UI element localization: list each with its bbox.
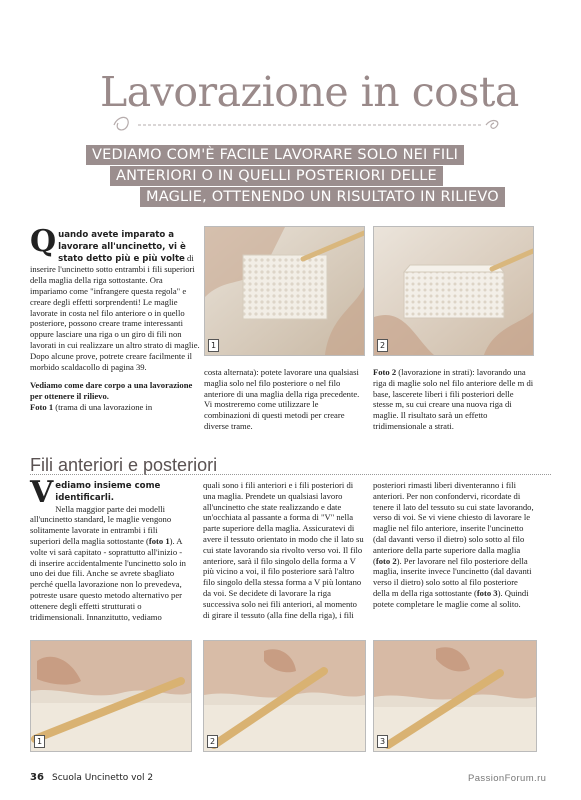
section-col3-a: posteriori rimasti liberi diventeranno i fili anteriori. Per non confondervi, ricordate di tenere il lato del tessuto su cui state lavorando, verso di voi. Se vi viene chiesto di lavorare le maglie nel filo anteriore, inserite l'uncinetto (dal davanti verso il dietro) solo sotto al filo anteriore della parte superiore dalla maglia ( bbox=[373, 480, 534, 566]
section-foto1: foto 1 bbox=[148, 535, 170, 546]
foto2-label: Foto 2 bbox=[373, 367, 397, 377]
section-divider bbox=[30, 474, 551, 475]
section-foto3: foto 3 bbox=[476, 587, 498, 598]
photo-number-badge: 1 bbox=[34, 735, 45, 748]
title-ornament bbox=[108, 113, 503, 135]
section-lead: ediamo insieme come identificarli. bbox=[55, 481, 161, 503]
intro-body: di inserire l'uncinetto sotto entrambi i fili superiori della maglia della riga sottostante. Ora impariamo come "infrangere questa regola" e creare degli effetti sorprendenti! Le maglie lavorate in costa nel filo anteriore o in quello posteriore, possono creare trame interessanti oppure lasciare una riga o un giro di fili non lavorati in cui realizzare un altro strato di maglie. Dopo alcune prove, potrete creare facilmente il morbido scaldacollo di pagina 39. bbox=[30, 252, 200, 372]
section-col3-c: ). Quindi potete completare le maglie come al solito. bbox=[373, 587, 529, 609]
photo-hook-both-loops bbox=[30, 640, 192, 752]
banner-line-3: MAGLIE, OTTENENDO UN RISULTATO IN RILIEVO bbox=[140, 187, 505, 207]
intro-foto1-label: Foto 1 bbox=[30, 401, 54, 412]
photo-number-badge: 3 bbox=[377, 735, 388, 748]
foto2-text: (lavorazione in strati): lavorando una riga di maglie solo nel filo anteriore delle m di base, lascerete liberi i fili posteriori delle stesse m, su cui creare una nuova riga di maglie. Il risultato sarà un effetto tridimensionale a strati. bbox=[373, 367, 534, 431]
watermark: PassionForum.ru bbox=[468, 773, 547, 784]
intro-foto1-text: (trama di una lavorazione in bbox=[53, 401, 153, 412]
banner-line-2: ANTERIORI O IN QUELLI POSTERIORI DELLE bbox=[110, 166, 443, 186]
subtitle-banner bbox=[86, 145, 499, 208]
intro-lead: uando avete imparato a lavorare all'uncinetto, vi è stato detto più e più volte bbox=[58, 230, 186, 264]
section-foto2: foto 2 bbox=[375, 555, 397, 566]
section-heading: Fili anteriori e posteriori bbox=[30, 455, 218, 475]
intro-column bbox=[30, 224, 200, 413]
page-number: 36 bbox=[30, 772, 44, 783]
section-column-3 bbox=[373, 480, 535, 610]
section-column-1 bbox=[30, 475, 190, 622]
intro-subhead: Vediamo come dare corpo a una lavorazione per ottenere il rilievo. bbox=[30, 380, 193, 402]
page-title: Lavorazione in costa bbox=[100, 68, 519, 116]
section-drop-cap: V bbox=[30, 475, 54, 510]
section-column-2: quali sono i fili anteriori e i fili posteriori di una maglia. Prendete un qualsiasi lavoro all'uncinetto che state realizzando e date un'occhiata al passante a forma di "V" nella parte superiore della maglia. Assicuratevi di avere il tessuto orientato in modo che il lato su cui state lavorando sia rivolto verso voi. Il filo anteriore, sarà il filo singolo della forma a V più vicino a voi, il filo posteriore sarà l'altro filo singolo della stessa forma a V più lontano da voi. Se decidete di lavorare la riga successiva solo nei fili anteriori, al momento di girare il tessuto (alla fine della riga), i fili bbox=[203, 480, 364, 620]
magazine-name: Scuola Uncinetto vol 2 bbox=[52, 773, 154, 783]
photo-number-badge: 2 bbox=[207, 735, 218, 748]
top-column-2: costa alternata): potete lavorare una qualsiasi maglia solo nel filo posteriore o nel filo anteriore di una maglia della riga precedente. Vi mostreremo come utilizzare le combinazioni di questi metodi per creare diverse trame. bbox=[204, 367, 360, 431]
photo-number-badge: 1 bbox=[208, 339, 219, 352]
photo-number-badge: 2 bbox=[377, 339, 388, 352]
photo-stitch-texture bbox=[204, 226, 365, 356]
section-col1-a: Nella maggior parte dei modelli all'uncinetto standard, le maglie vengono solitamente lavorate in entrambi i fili superiori della maglia sottostante ( bbox=[30, 503, 172, 546]
photo-hook-back-loop bbox=[373, 640, 537, 752]
section-col3-b: ). Per lavorare nel filo posteriore della maglia, inserite invece l'uncinetto (dal davanti verso il dietro) solo sotto al filo posteriore della m della riga sottostante ( bbox=[373, 555, 532, 598]
drop-cap: Q bbox=[30, 224, 57, 259]
section-col1-b: ). A volte vi sarà capitato - soprattutto all'inizio - di inserire accidentalmente l'uncinetto solo in uno dei due fili. Anche se avrete sbagliato perché quella lavorazione non lo prevedeva, potreste usare questo metodo alternativo per ottenere degli effetti strutturati o tridimensionali. Innanzitutto, vediamo bbox=[30, 535, 186, 622]
banner-line-1: VEDIAMO COM'È FACILE LAVORARE SOLO NEI FILI bbox=[86, 145, 464, 165]
photo-layered-stitches bbox=[373, 226, 534, 356]
photo-hook-front-loop bbox=[203, 640, 366, 752]
top-column-3 bbox=[373, 367, 535, 432]
